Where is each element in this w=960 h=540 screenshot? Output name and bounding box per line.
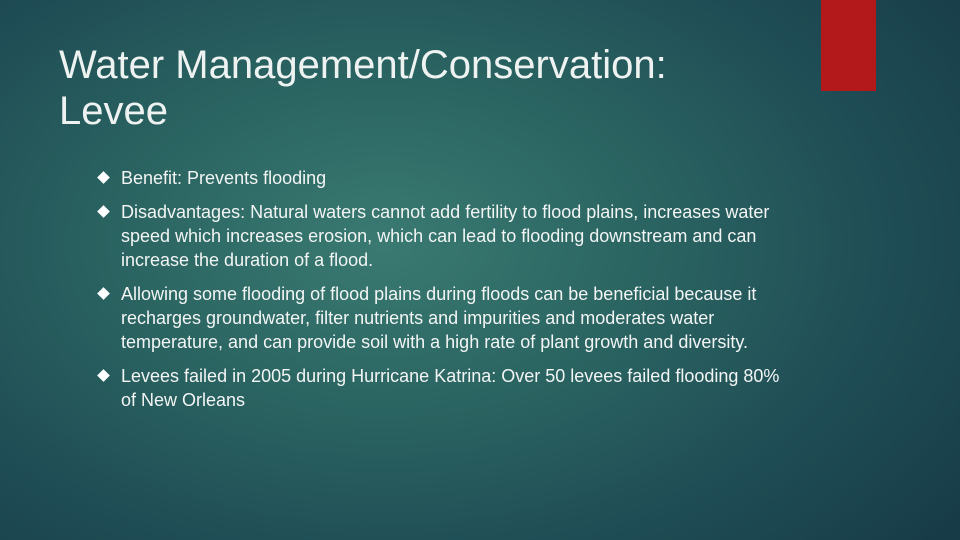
bullet-item <box>96 200 796 272</box>
accent-bar <box>821 0 876 91</box>
slide-title-line: Water Management/Conservation: <box>59 43 667 87</box>
bullet-item <box>96 166 796 190</box>
diamond-bullet-icon <box>96 282 121 306</box>
bullet-text: Levees failed in 2005 during Hurricane Katrina: Over 50 levees failed flooding 80% of New Orleans <box>121 366 780 410</box>
slide-title-line: Levee <box>59 89 168 133</box>
bullet-text: Allowing some flooding of flood plains during floods can be beneficial because it recharges groundwater, filter nutrients and impurities and moderates water temperature, and can provide soil with a high rate of plant growth and diversity. <box>121 284 757 352</box>
bullet-item <box>96 282 796 354</box>
diamond-bullet-icon <box>96 200 121 224</box>
bullet-item <box>96 364 796 412</box>
bullet-text: Disadvantages: Natural waters cannot add fertility to flood plains, increases water speed which increases erosion, which can lead to flooding downstream and can increase the duration of a flood. <box>121 202 770 270</box>
diamond-bullet-icon <box>96 166 121 190</box>
bullet-text: Benefit: Prevents flooding <box>121 168 327 188</box>
diamond-bullet-icon <box>96 364 121 388</box>
bullet-list <box>96 166 796 422</box>
slide-title <box>59 42 799 134</box>
